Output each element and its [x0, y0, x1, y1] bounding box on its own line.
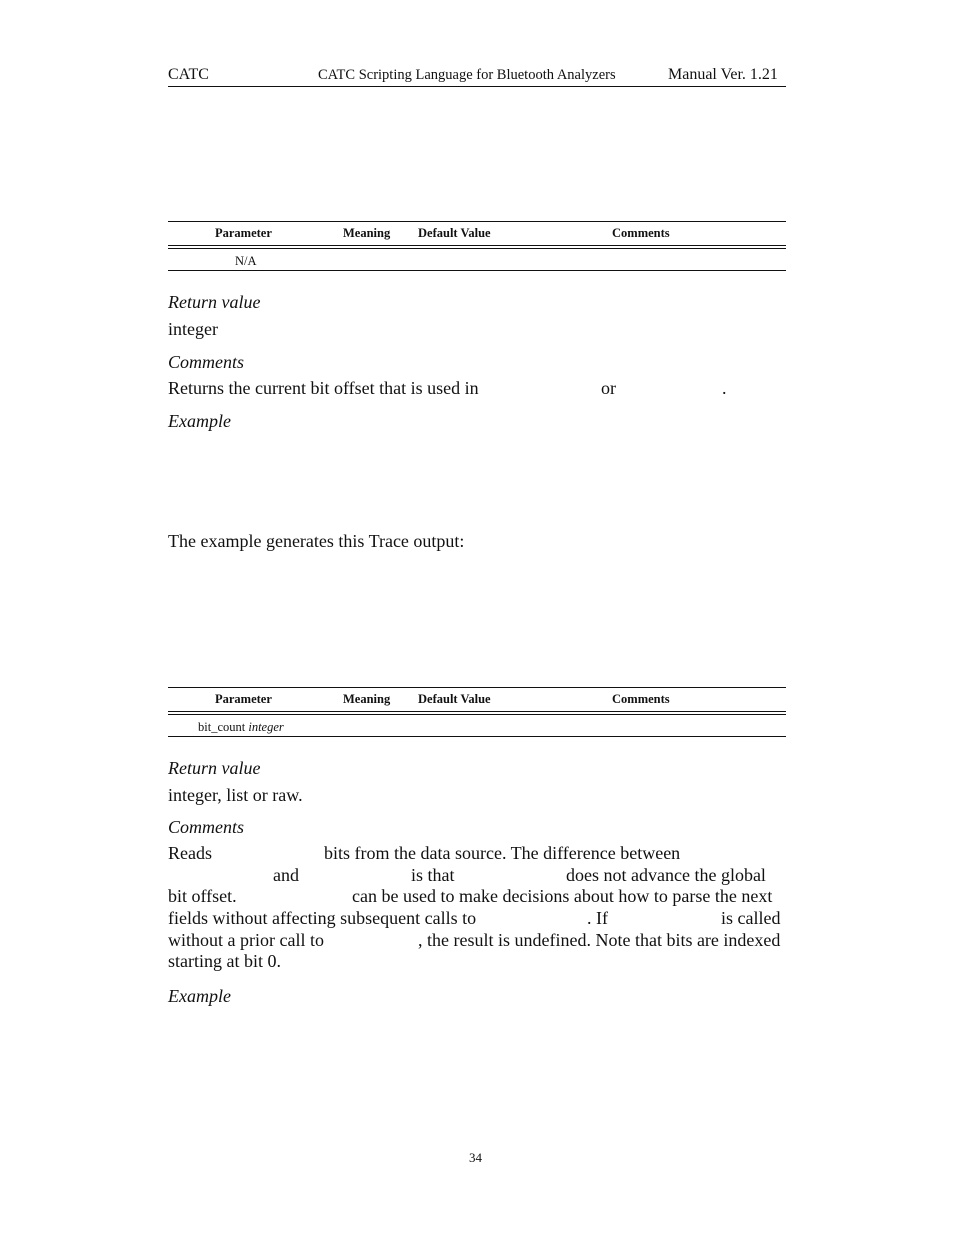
text-fragment: Reads — [168, 843, 212, 863]
text-fragment: bits from the data source. The difference between — [324, 843, 681, 863]
cell-parameter — [198, 720, 284, 735]
paragraph-line — [168, 886, 782, 908]
paragraph-line — [168, 843, 782, 865]
table-row — [168, 249, 786, 270]
header-title: CATC Scripting Language for Bluetooth Analyzers — [318, 67, 616, 83]
paragraph-line — [168, 930, 782, 952]
text-fragment: is that — [411, 864, 455, 885]
comments-heading: Comments — [168, 817, 244, 837]
return-value-heading: Return value — [168, 758, 261, 778]
comments-text-period: . — [722, 378, 727, 398]
return-value-text: integer, list or raw. — [168, 785, 303, 805]
parameter-table-2 — [168, 687, 786, 737]
comments-text: Returns the current bit offset that is used in — [168, 378, 479, 398]
table-row — [168, 715, 786, 736]
param-type: integer — [248, 720, 284, 734]
paragraph-line — [168, 908, 782, 930]
comments-heading: Comments — [168, 352, 244, 372]
col-default-value: Default Value — [418, 226, 491, 240]
text-fragment: fields without affecting subsequent calls to — [168, 908, 477, 929]
col-meaning: Meaning — [343, 226, 391, 240]
example-heading: Example — [168, 411, 231, 431]
text-fragment: can be used to make decisions about how to parse the next — [352, 886, 773, 907]
paragraph-line — [168, 865, 782, 887]
return-value-heading: Return value — [168, 292, 261, 312]
text-fragment: , the result is undefined. Note that bits are indexed — [418, 929, 781, 950]
example-heading: Example — [168, 986, 231, 1006]
paragraph-line — [168, 951, 782, 973]
text-fragment: is called — [721, 908, 781, 929]
page-number: 34 — [469, 1150, 482, 1165]
return-value-text: integer — [168, 319, 218, 339]
col-meaning: Meaning — [343, 692, 391, 706]
comments-paragraph — [168, 843, 782, 973]
col-parameter: Parameter — [215, 692, 272, 706]
col-parameter: Parameter — [215, 226, 272, 240]
text-fragment: and — [273, 864, 299, 885]
text-fragment: without a prior call to — [168, 929, 324, 950]
table-header-row — [168, 222, 786, 245]
text-fragment: starting at bit 0. — [168, 951, 281, 972]
text-fragment: bit offset. — [168, 886, 237, 907]
text-fragment: does not advance the global — [566, 864, 766, 885]
table-header-row — [168, 688, 786, 711]
col-default-value: Default Value — [418, 692, 491, 706]
parameter-table-1 — [168, 221, 786, 271]
header-left: CATC — [168, 66, 209, 83]
param-name: bit_count — [198, 720, 246, 734]
comments-text-or: or — [601, 378, 616, 398]
trace-output-text: The example generates this Trace output: — [168, 531, 465, 551]
header-version: Manual Ver. 1.21 — [668, 66, 778, 83]
header-rule — [168, 86, 786, 87]
col-comments: Comments — [612, 692, 670, 706]
text-fragment: . If — [587, 908, 608, 929]
cell-parameter: N/A — [235, 254, 257, 268]
col-comments: Comments — [612, 226, 670, 240]
